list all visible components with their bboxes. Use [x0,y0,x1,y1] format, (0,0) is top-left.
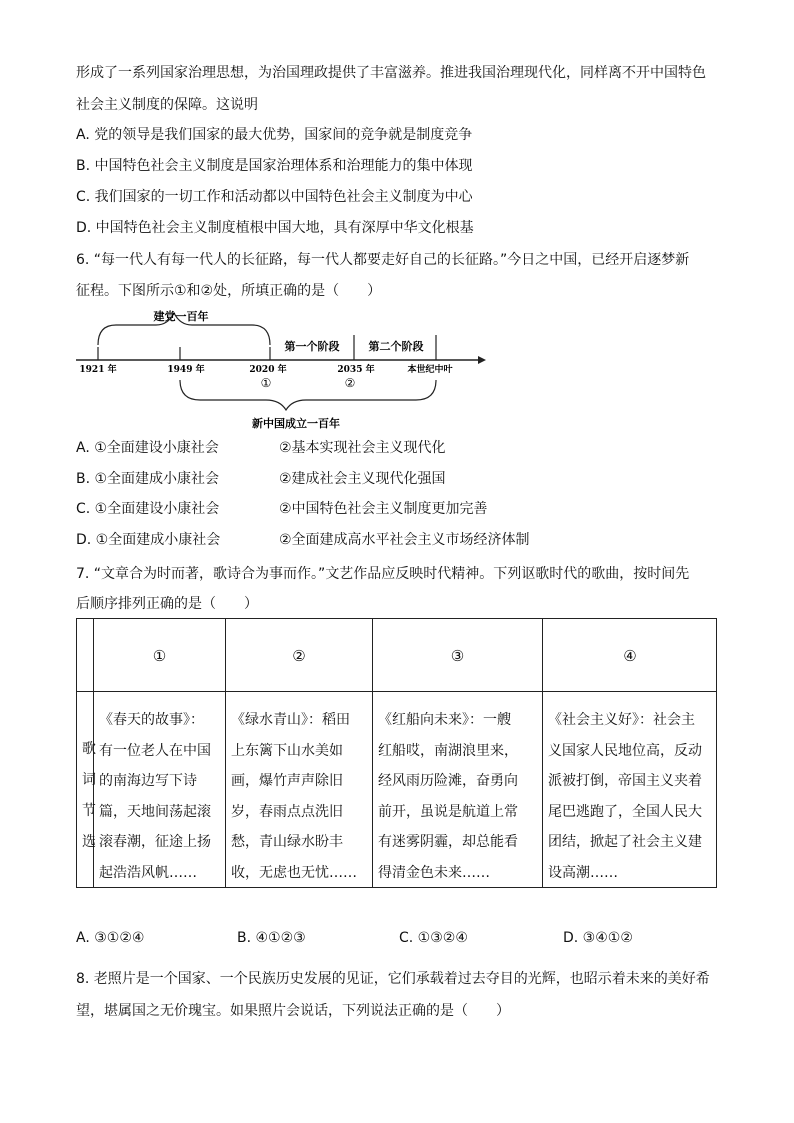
q6-option-b-2: ②建成社会主义现代化强国 [279,471,446,487]
q6-stem-line-1: 6. “每一代人有每一代人的长征路，每一代人都要走好自己的长征路。”今日之中国，已经开启逐梦新 [76,252,690,268]
year-mid-century: 本世纪中叶 [407,365,453,375]
q6-option-a: A. ①全面建设小康社会 [76,440,219,456]
q5-option-c: C. 我们国家的一切工作和活动都以中国特色社会主义制度为中心 [76,189,473,205]
prc-label: 新中国成立一百年 [252,417,340,430]
q5-option-b: B. 中国特色社会主义制度是国家治理体系和治理能力的集中体现 [76,158,473,174]
mark-1: ① [260,376,272,390]
intro-line-1: 形成了一系列国家治理思想，为治国理政提供了丰富滋养。推进我国治理现代化，同样离不开中国特色 [76,65,706,81]
lyrics-cell-1: 《春天的故事》： 有一位老人在中国 的南海边写下诗 篇，天地间荡起滚 滚春潮，征途上扬 起浩浩风帆…… [99,712,211,881]
timeline-diagram [76,305,486,435]
year-2020: 2020 年 [249,365,287,375]
q8-stem-line-2: 望，堪属国之无价瑰宝。如果照片会说话，下列说法正确的是（ ） [76,1003,510,1019]
lyrics-table [76,618,717,888]
q6-option-b: B. ①全面建成小康社会 [76,471,220,487]
row-label: 歌 词 节 选 [82,741,96,850]
col-header-1: ① [152,647,167,665]
q5-option-a: A. 党的领导是我们国家的最大优势，国家间的竞争就是制度竞争 [76,127,473,143]
intro-line-2: 社会主义制度的保障。这说明 [76,97,258,113]
q7-option-b: B. ④①②③ [237,930,306,946]
q6-option-c: C. ①全面建设小康社会 [76,501,220,517]
year-1921: 1921 年 [79,365,117,375]
col-header-4: ④ [623,647,637,665]
stage-2-label: 第二个阶段 [368,340,424,353]
q6-option-d-2: ②全面建成高水平社会主义市场经济体制 [279,532,530,548]
q5-option-d: D. 中国特色社会主义制度植根中国大地，具有深厚中华文化根基 [76,220,474,236]
q7-option-c: C. ①③②④ [399,930,468,946]
year-2035: 2035 年 [337,365,375,375]
q7-option-d: D. ③④①② [563,930,633,946]
q6-option-a-2: ②基本实现社会主义现代化 [279,440,446,456]
lyrics-cell-4: 《社会主义好》：社会主 义国家人民地位高，反动 派被打倒，帝国主义夹着 尾巴逃跑了，全国人民大 团结，掀起了社会主义建 设高潮…… [548,712,702,881]
founding-label: 建党一百年 [153,310,209,323]
prc-brace [180,380,436,410]
lyrics-cell-3: 《红船向未来》：一艘 红船哎，南湖浪里来， 经风雨历险滩，奋勇向 前开，虽说是航道上常 有迷雾阴霾，却总能看 得清金色未来…… [378,712,518,881]
q6-option-c-2: ②中国特色社会主义制度更加完善 [279,501,488,517]
q6-option-d: D. ①全面建成小康社会 [76,532,221,548]
stage-1-label: 第一个阶段 [284,340,340,353]
q7-option-a: A. ③①②④ [76,930,145,946]
q6-stem-line-2: 征程。下图所示①和②处，所填正确的是（ ） [76,283,382,299]
col-header-3: ③ [450,647,465,665]
col-header-2: ② [292,647,306,665]
q7-stem-line-1: 7. “文章合为时而著，歌诗合为事而作。”文艺作品应反映时代精神。下列讴歌时代的歌曲，按时间先 [76,566,690,582]
year-1949: 1949 年 [167,365,205,375]
lyrics-cell-2: 《绿水青山》：稻田 上东篱下山水美如 画，爆竹声声除旧 岁，春雨点点洗旧 愁，青山绿水盼丰 收，无虑也无忧…… [231,712,357,881]
axis-arrow [478,356,486,364]
q7-stem-line-2: 后顺序排列正确的是（ ） [76,596,258,612]
mark-2: ② [344,376,356,390]
q8-stem-line-1: 8. 老照片是一个国家、一个民族历史发展的见证，它们承载着过去夺目的光辉，也昭示着未来的美好希 [76,971,710,987]
